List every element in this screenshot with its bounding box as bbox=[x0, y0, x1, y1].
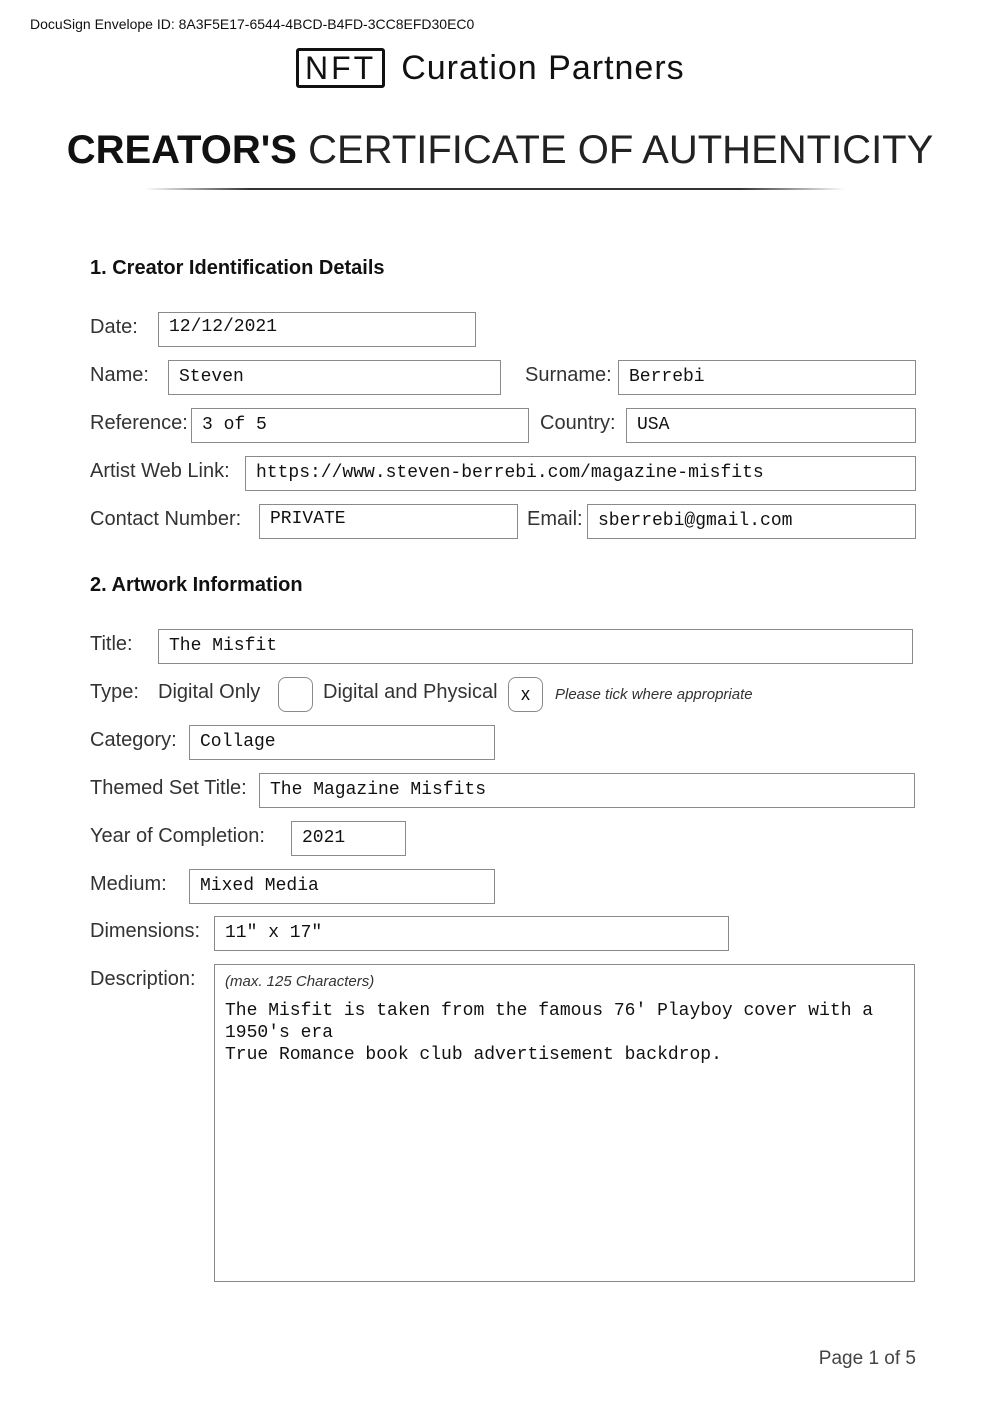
envelope-id: DocuSign Envelope ID: 8A3F5E17-6544-4BCD-B4FD-3CC8EFD30EC0 bbox=[30, 16, 475, 32]
section-2-heading: 2. Artwork Information bbox=[90, 574, 303, 596]
themed-set-field[interactable]: The Magazine Misfits bbox=[259, 773, 915, 808]
name-label: Name: bbox=[90, 364, 149, 386]
country-label: Country: bbox=[540, 412, 616, 434]
section-1-heading: 1. Creator Identification Details bbox=[90, 257, 385, 279]
contact-field[interactable]: PRIVATE bbox=[259, 504, 518, 539]
date-field[interactable]: 12/12/2021 bbox=[158, 312, 476, 347]
type-digital-physical-label: Digital and Physical bbox=[323, 681, 498, 703]
themed-set-label: Themed Set Title: bbox=[90, 777, 247, 799]
document-title-strong: CREATOR'S bbox=[66, 128, 297, 172]
email-field[interactable]: sberrebi@gmail.com bbox=[587, 504, 916, 539]
type-hint: Please tick where appropriate bbox=[555, 686, 753, 703]
document-title bbox=[0, 128, 1000, 173]
surname-field[interactable]: Berrebi bbox=[618, 360, 916, 395]
logo-box-text: NFT bbox=[296, 48, 385, 88]
type-digital-only-label: Digital Only bbox=[158, 681, 261, 703]
logo-text: Curation Partners bbox=[401, 48, 685, 87]
medium-label: Medium: bbox=[90, 873, 167, 895]
dimensions-field[interactable]: 11″ x 17″ bbox=[214, 916, 729, 951]
surname-label: Surname: bbox=[525, 364, 612, 386]
title-divider bbox=[145, 188, 845, 190]
weblink-label: Artist Web Link: bbox=[90, 460, 230, 482]
description-text: The Misfit is taken from the famous 76' Playboy cover with a 1950's era True Romance book club advertisement backdrop. bbox=[225, 1001, 874, 1065]
type-digital-only-checkbox[interactable] bbox=[278, 677, 313, 712]
weblink-field[interactable]: https://www.steven-berrebi.com/magazine-misfits bbox=[245, 456, 916, 491]
description-field[interactable] bbox=[214, 964, 915, 1282]
page-number: Page 1 of 5 bbox=[818, 1348, 916, 1369]
medium-field[interactable]: Mixed Media bbox=[189, 869, 495, 904]
contact-label: Contact Number: bbox=[90, 508, 242, 530]
year-label: Year of Completion: bbox=[90, 825, 265, 847]
document-title-rest: CERTIFICATE OF AUTHENTICITY bbox=[296, 128, 934, 172]
type-label: Type: bbox=[90, 681, 139, 703]
dimensions-label: Dimensions: bbox=[90, 920, 201, 942]
country-field[interactable]: USA bbox=[626, 408, 916, 443]
reference-label: Reference: bbox=[90, 412, 188, 434]
description-hint: (max. 125 Characters) bbox=[225, 973, 375, 990]
category-field[interactable]: Collage bbox=[189, 725, 495, 760]
email-label: Email: bbox=[527, 508, 583, 530]
logo bbox=[296, 48, 685, 88]
title-field[interactable]: The Misfit bbox=[158, 629, 913, 664]
description-label: Description: bbox=[90, 968, 196, 990]
year-field[interactable]: 2021 bbox=[291, 821, 406, 856]
date-label: Date: bbox=[90, 316, 138, 338]
type-digital-physical-checkbox[interactable]: x bbox=[508, 677, 543, 712]
title-label: Title: bbox=[90, 633, 133, 655]
category-label: Category: bbox=[90, 729, 177, 751]
name-field[interactable]: Steven bbox=[168, 360, 501, 395]
reference-field[interactable]: 3 of 5 bbox=[191, 408, 529, 443]
